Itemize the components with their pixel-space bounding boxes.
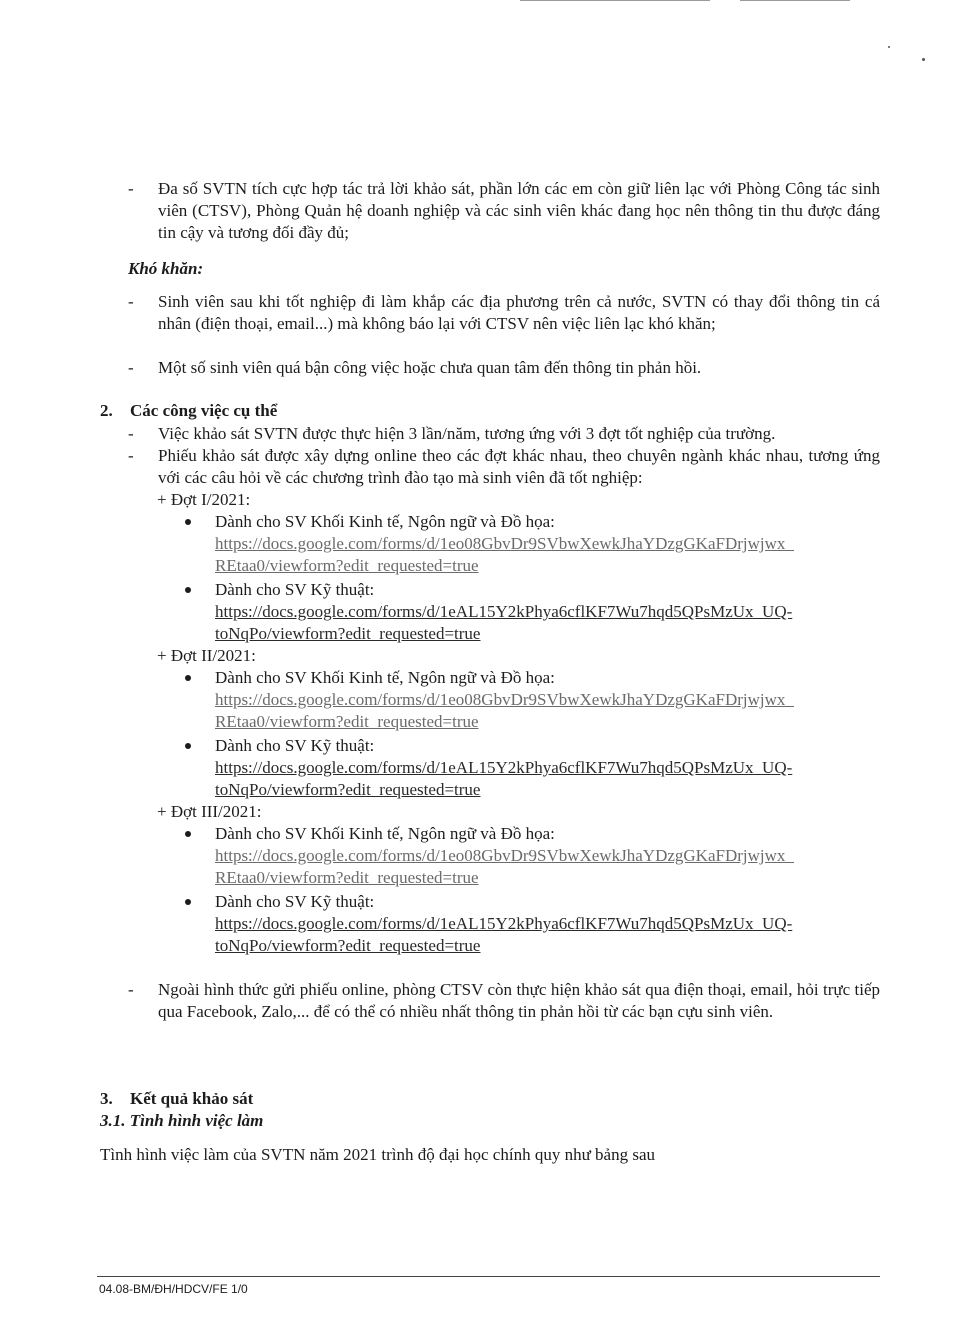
survey-audience: Dành cho SV Kỹ thuật:	[215, 580, 375, 599]
survey-audience: Dành cho SV Khối Kinh tế, Ngôn ngữ và Đồ họa:	[215, 824, 555, 843]
survey-link[interactable]: https://docs.google.com/forms/d/1eAL15Y2kPhya6cflKF7Wu7hqd5QPsMzUx_UQ-	[215, 914, 793, 933]
bullet-dot	[185, 831, 191, 837]
survey-audience: Dành cho SV Khối Kinh tế, Ngôn ngữ và Đồ họa:	[215, 512, 555, 531]
dash-marker: -	[128, 292, 134, 311]
survey-entry	[185, 823, 885, 889]
survey-link-continued[interactable]: toNqPo/viewform?edit_requested=true	[215, 780, 481, 799]
section-title: Các công việc cụ thể	[130, 401, 278, 420]
survey-link[interactable]: https://docs.google.com/forms/d/1eAL15Y2kPhya6cflKF7Wu7hqd5QPsMzUx_UQ-	[215, 602, 793, 621]
section-number: 2.	[100, 401, 113, 420]
task-item	[128, 979, 880, 1023]
scan-top-rule	[520, 0, 710, 1]
round-label: + Đợt I/2021:	[157, 490, 251, 509]
survey-entry	[185, 579, 885, 645]
bullet-dot	[185, 675, 191, 681]
advantage-text: Đa số SVTN tích cực hợp tác trả lời khảo sát, phần lớn các em còn giữ liên lạc với Phòng Công tác sinh viên (CTSV), Phòng Quản hệ doanh nghiệp và các sinh viên khác đang học nên thông tin thu được đáng tin cậy và tương đối đầy đủ;	[158, 179, 880, 242]
difficulty-text: Một số sinh viên quá bận công việc hoặc chưa quan tâm đến thông tin phản hồi.	[158, 358, 702, 377]
round-label: + Đợt II/2021:	[157, 646, 256, 665]
survey-entry	[185, 891, 885, 957]
difficulty-item	[128, 291, 880, 335]
bullet-dot	[185, 587, 191, 593]
task-item	[128, 423, 880, 445]
dash-marker: -	[128, 424, 134, 443]
survey-audience: Dành cho SV Khối Kinh tế, Ngôn ngữ và Đồ họa:	[215, 668, 555, 687]
bullet-dot	[185, 519, 191, 525]
survey-link-continued[interactable]: toNqPo/viewform?edit_requested=true	[215, 936, 481, 955]
survey-link-continued[interactable]: REtaa0/viewform?edit_requested=true	[215, 868, 479, 887]
task-item	[128, 445, 880, 489]
section-3-heading	[100, 1088, 253, 1110]
survey-link-continued[interactable]: REtaa0/viewform?edit_requested=true	[215, 556, 479, 575]
task-text: Ngoài hình thức gửi phiếu online, phòng CTSV còn thực hiện khảo sát qua điện thoại, email, hỏi trực tiếp qua Facebook, Zalo,... để có thể có nhiều nhất thông tin phản hồi từ các bạn cựu sinh viên.	[158, 980, 880, 1021]
footer-form-code: 04.08-BM/ĐH/HDCV/FE 1/0	[99, 1282, 248, 1296]
survey-entry	[185, 735, 885, 801]
section-paragraph: Tình hình việc làm của SVTN năm 2021 trình độ đại học chính quy như bảng sau	[100, 1145, 655, 1164]
dash-marker: -	[128, 358, 134, 377]
section-number: 3.	[100, 1089, 113, 1108]
survey-entry	[185, 511, 885, 577]
survey-link[interactable]: https://docs.google.com/forms/d/1eo08GbvDr9SVbwXewkJhaYDzgGKaFDrjwjwx_	[215, 690, 794, 709]
survey-link[interactable]: https://docs.google.com/forms/d/1eAL15Y2kPhya6cflKF7Wu7hqd5QPsMzUx_UQ-	[215, 758, 793, 777]
bullet-dot	[185, 743, 191, 749]
task-text: Phiếu khảo sát được xây dựng online theo các đợt khác nhau, theo chuyên ngành khác nhau, tương ứng với các câu hỏi về các chương trình đào tạo mà sinh viên đã tốt nghiệp:	[158, 446, 880, 487]
dash-marker: -	[128, 980, 134, 999]
subsection-heading: 3.1. Tình hình việc làm	[100, 1111, 264, 1130]
survey-link-continued[interactable]: toNqPo/viewform?edit_requested=true	[215, 624, 481, 643]
survey-audience: Dành cho SV Kỹ thuật:	[215, 892, 375, 911]
survey-audience: Dành cho SV Kỹ thuật:	[215, 736, 375, 755]
bullet-dot	[185, 899, 191, 905]
scan-speck	[922, 58, 925, 61]
section-2-heading	[100, 400, 277, 422]
survey-link-continued[interactable]: REtaa0/viewform?edit_requested=true	[215, 712, 479, 731]
advantage-item	[128, 178, 880, 244]
dash-marker: -	[128, 179, 134, 198]
difficulties-heading: Khó khăn:	[128, 259, 204, 278]
survey-link[interactable]: https://docs.google.com/forms/d/1eo08GbvDr9SVbwXewkJhaYDzgGKaFDrjwjwx_	[215, 846, 794, 865]
footer-rule	[97, 1276, 880, 1277]
difficulty-text: Sinh viên sau khi tốt nghiệp đi làm khắp các địa phương trên cả nước, SVTN có thay đổi thông tin cá nhân (điện thoại, email...) mà không báo lại với CTSV nên việc liên lạc khó khăn;	[158, 292, 880, 333]
survey-entry	[185, 667, 885, 733]
scan-top-rule	[740, 0, 850, 1]
task-text: Việc khảo sát SVTN được thực hiện 3 lần/năm, tương ứng với 3 đợt tốt nghiệp của trường.	[158, 424, 776, 443]
difficulty-item	[128, 357, 880, 379]
dash-marker: -	[128, 446, 134, 465]
scan-speck	[888, 46, 890, 48]
section-title: Kết quả khảo sát	[130, 1089, 254, 1108]
round-label: + Đợt III/2021:	[157, 802, 262, 821]
survey-link[interactable]: https://docs.google.com/forms/d/1eo08GbvDr9SVbwXewkJhaYDzgGKaFDrjwjwx_	[215, 534, 794, 553]
